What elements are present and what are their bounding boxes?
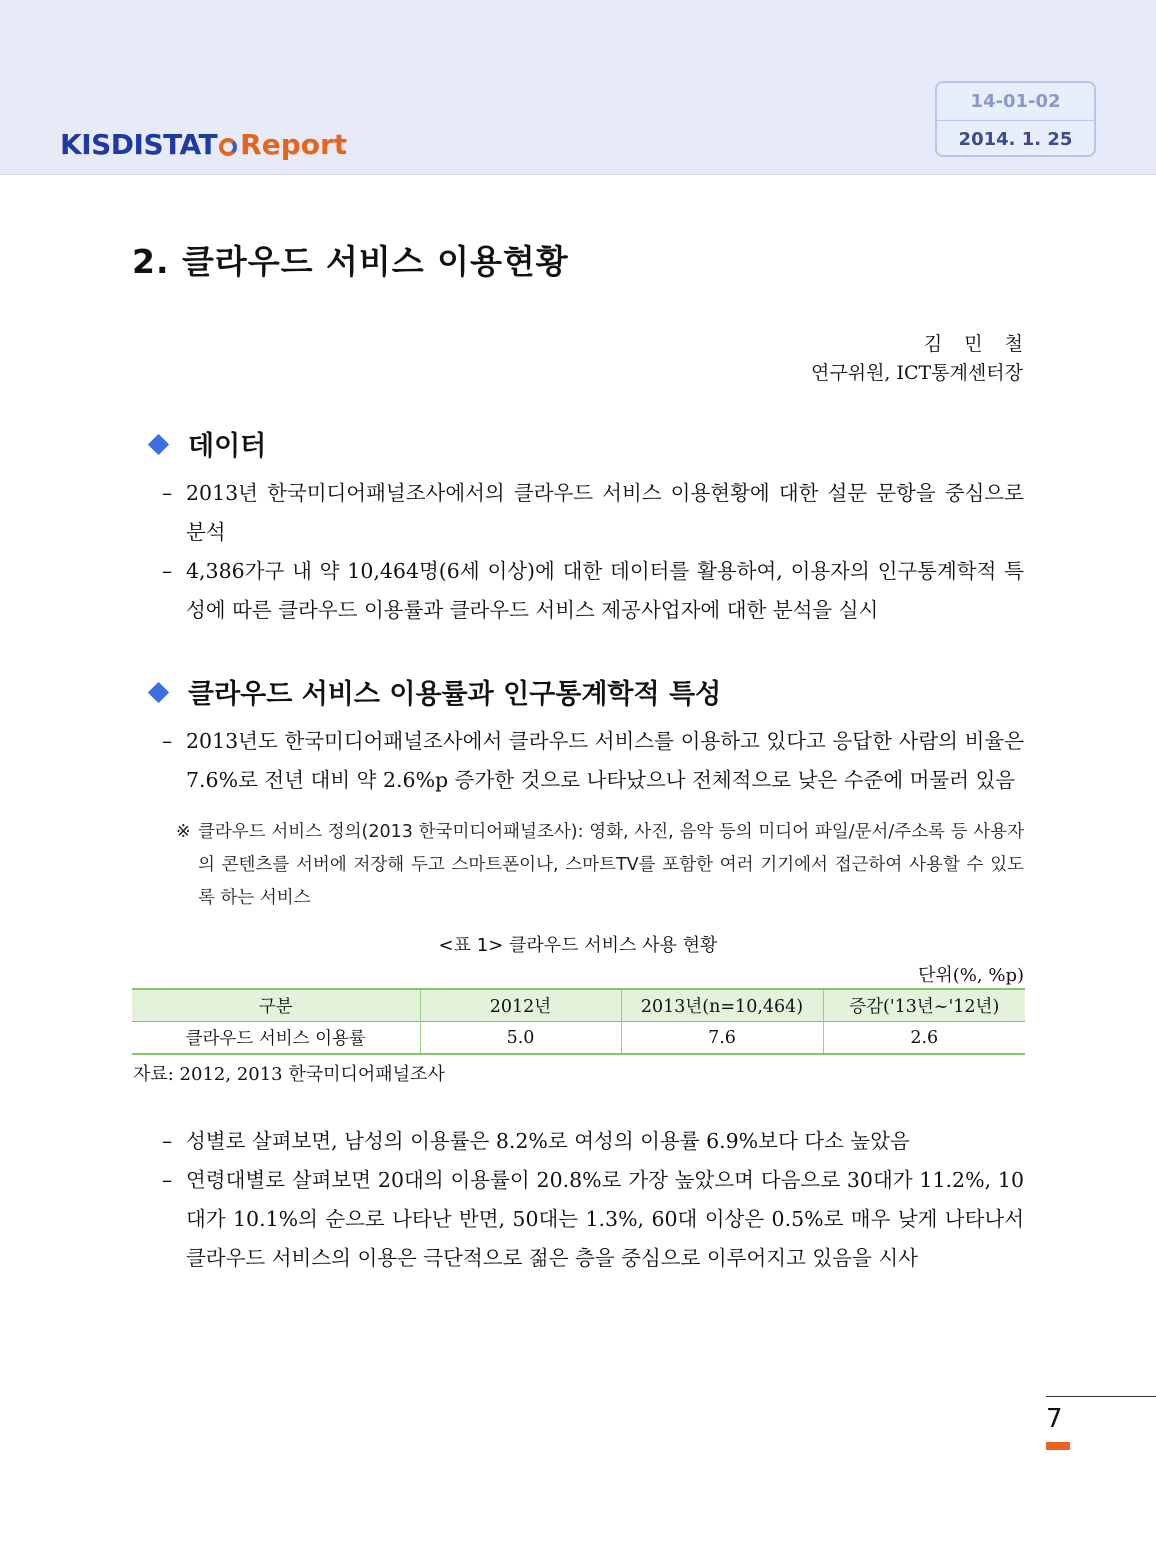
definition-note <box>176 816 1024 915</box>
author-name: 김 민 철 <box>923 333 1031 355</box>
table-row <box>132 1022 1025 1055</box>
table-header-row <box>132 989 1025 1022</box>
note-text: 클라우드 서비스 정의(2013 한국미디어패널조사): 영화, 사진, 음악 등의 미디어 파일/문서/주소록 등 사용자의 콘텐츠를 서버에 저장해 두고 스마트폰이나, 스마트TV를 포함한 여러 기기에서 접근하여 사용할 수 있도록 하는 서비스 <box>198 822 1024 908</box>
table-caption: <표 1> 클라우드 서비스 사용 현황 <box>438 935 718 956</box>
table-header-cell: 증감('13년~'12년) <box>823 989 1025 1022</box>
list-item: – 2013년도 한국미디어패널조사에서 클라우드 서비스를 이용하고 있다고 응답한 사람의 비율은 7.6%로 전년 대비 약 2.6%p 증가한 것으로 나타났으나 전체적으로 낮은 수준에 머물러 있음 <box>162 722 1024 800</box>
data-bullet-list <box>162 474 1024 630</box>
cloud-usage-table <box>132 988 1025 1055</box>
logo-ring-icon <box>219 138 237 156</box>
logo-main-text: KISDISTAT <box>60 128 218 161</box>
document-info-box <box>935 81 1096 157</box>
table-cell: 7.6 <box>621 1022 823 1055</box>
report-header <box>0 0 1156 175</box>
document-date: 2014. 1. 25 <box>958 129 1073 150</box>
logo-sub-text: Report <box>240 128 348 161</box>
diamond-bullet-icon <box>148 434 169 455</box>
table-cell: 2.6 <box>823 1022 1025 1055</box>
usage-bullet-list <box>162 722 1024 800</box>
document-number: 14-01-02 <box>937 83 1094 121</box>
table-header-cell: 2012년 <box>420 989 621 1022</box>
table-unit: 단위(%, %p) <box>918 965 1024 986</box>
demographic-bullet-list <box>162 1122 1024 1278</box>
list-item: – 연령대별로 살펴보면 20대의 이용률이 20.8%로 가장 높았으며 다음으로 30대가 11.2%, 10대가 10.1%의 순으로 나타난 반면, 50대는 1.3%, 60대 이상은 0.5%로 매우 낮게 나타나서 클라우드 서비스의 이용은 극단적으로 젊은 층을 중심으로 이루어지고 있음을 시사 <box>162 1161 1024 1278</box>
list-item: – 2013년 한국미디어패널조사에서의 클라우드 서비스 이용현황에 대한 설문 문항을 중심으로 분석 <box>162 474 1024 552</box>
diamond-bullet-icon <box>148 682 169 703</box>
kisdistat-report-logo <box>60 128 347 168</box>
page-title: 2. 클라우드 서비스 이용현황 <box>132 242 569 281</box>
table-cell: 5.0 <box>420 1022 621 1055</box>
list-item: – 4,386가구 내 약 10,464명(6세 이상)에 대한 데이터를 활용하여, 이용자의 인구통계학적 특성에 따른 클라우드 이용률과 클라우드 서비스 제공사업자에 대한 분석을 실시 <box>162 552 1024 630</box>
table-header-cell: 구분 <box>258 997 293 1017</box>
page-accent-bar <box>1046 1442 1070 1450</box>
section-heading-text: 클라우드 서비스 이용률과 인구통계학적 특성 <box>188 679 722 710</box>
table-header-cell: 2013년(n=10,464) <box>621 989 823 1022</box>
list-item: – 성별로 살펴보면, 남성의 이용률은 8.2%로 여성의 이용률 6.9%보다 다소 높았음 <box>162 1122 1024 1161</box>
author-position: 연구위원, ICT통계센터장 <box>811 362 1023 384</box>
table-cell: 클라우드 서비스 이용률 <box>185 1029 366 1049</box>
section-heading-usage <box>148 672 721 711</box>
footer-divider <box>1046 1396 1156 1397</box>
section-heading-text: 데이터 <box>188 431 267 462</box>
table-source: 자료: 2012, 2013 한국미디어패널조사 <box>133 1064 445 1085</box>
author-block <box>811 330 1031 388</box>
page-number: 7 <box>1046 1404 1063 1434</box>
section-heading-data <box>148 424 266 463</box>
note-mark: ※ <box>176 822 191 842</box>
